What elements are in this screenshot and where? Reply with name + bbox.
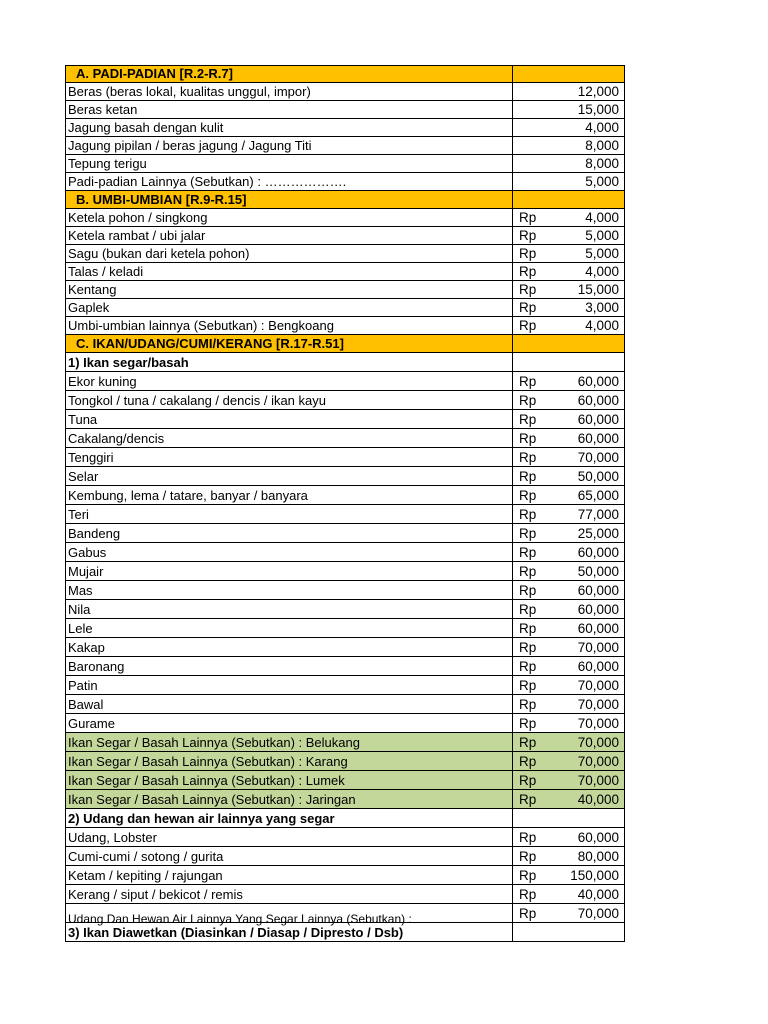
price-cell bbox=[513, 83, 625, 100]
table-row bbox=[65, 581, 625, 600]
price-value: 4,000 bbox=[585, 318, 619, 333]
item-label-cell bbox=[66, 809, 513, 827]
item-label: Tongkol / tuna / cakalang / dencis / ikan kayu bbox=[68, 393, 326, 408]
item-label-cell bbox=[66, 155, 513, 172]
item-label: Ekor kuning bbox=[68, 374, 137, 389]
price-cell bbox=[513, 191, 625, 208]
table-row bbox=[65, 448, 625, 467]
table-row bbox=[65, 904, 625, 926]
item-label: Cakalang/dencis bbox=[68, 431, 165, 446]
item-label-cell bbox=[66, 847, 513, 865]
currency-label: Rp bbox=[519, 545, 537, 560]
table-row bbox=[65, 695, 625, 714]
table-row bbox=[65, 281, 625, 299]
currency-label: Rp bbox=[519, 716, 537, 731]
item-label: Umbi-umbian lainnya (Sebutkan) : Bengkoang bbox=[68, 318, 334, 333]
price-value: 4,000 bbox=[585, 120, 619, 135]
item-label-cell bbox=[66, 173, 513, 190]
item-label: Bawal bbox=[68, 697, 104, 712]
price-value: 60,000 bbox=[577, 602, 619, 617]
item-label-cell bbox=[66, 467, 513, 485]
price-value: 60,000 bbox=[577, 621, 619, 636]
price-cell bbox=[513, 638, 625, 656]
item-label-cell bbox=[66, 885, 513, 903]
currency-label: Rp bbox=[519, 697, 537, 712]
item-label: Ketela pohon / singkong bbox=[68, 210, 208, 225]
currency-label: Rp bbox=[519, 526, 537, 541]
price-cell bbox=[513, 790, 625, 808]
price-value: 15,000 bbox=[577, 282, 619, 297]
currency-label: Rp bbox=[519, 735, 537, 750]
price-value: 150,000 bbox=[570, 868, 619, 883]
item-label-cell bbox=[66, 448, 513, 466]
subsection-header bbox=[65, 353, 625, 372]
price-cell bbox=[513, 771, 625, 789]
currency-label: Rp bbox=[519, 621, 537, 636]
item-label-cell bbox=[66, 657, 513, 675]
price-value: 70,000 bbox=[577, 450, 619, 465]
price-cell bbox=[513, 335, 625, 352]
price-value: 70,000 bbox=[577, 640, 619, 655]
price-value: 70,000 bbox=[577, 773, 619, 788]
price-cell bbox=[513, 155, 625, 172]
item-label: Teri bbox=[68, 507, 89, 522]
item-label-cell bbox=[66, 410, 513, 428]
table-row bbox=[65, 429, 625, 448]
section-header-ikan-udang-cumi-kerang-r-17-r-51 bbox=[65, 335, 625, 353]
subsection-header bbox=[65, 809, 625, 828]
item-label: Nila bbox=[68, 602, 91, 617]
currency-label: Rp bbox=[519, 507, 537, 522]
item-label-cell bbox=[66, 714, 513, 732]
price-value: 60,000 bbox=[577, 583, 619, 598]
item-label: Lele bbox=[68, 621, 93, 636]
item-label: Padi-padian Lainnya (Sebutkan) : ………………. bbox=[68, 174, 347, 189]
price-cell bbox=[513, 299, 625, 316]
price-value: 70,000 bbox=[577, 735, 619, 750]
price-cell bbox=[513, 543, 625, 561]
price-value: 5,000 bbox=[585, 174, 619, 189]
price-cell bbox=[513, 281, 625, 298]
price-cell bbox=[513, 524, 625, 542]
item-label: Ikan Segar / Basah Lainnya (Sebutkan) : Jaringan bbox=[68, 792, 356, 807]
item-label: Ketam / kepiting / rajungan bbox=[68, 868, 223, 883]
price-value: 60,000 bbox=[577, 374, 619, 389]
item-label-cell bbox=[66, 562, 513, 580]
price-value: 65,000 bbox=[577, 488, 619, 503]
table-row bbox=[65, 638, 625, 657]
currency-label: Rp bbox=[519, 602, 537, 617]
item-label: Gurame bbox=[68, 716, 115, 731]
item-label-cell bbox=[66, 227, 513, 244]
section-title: B. UMBI-UMBIAN [R.9-R.15] bbox=[76, 192, 247, 207]
price-cell bbox=[513, 119, 625, 136]
item-label-cell bbox=[66, 372, 513, 390]
item-label-cell bbox=[66, 695, 513, 713]
price-cell bbox=[513, 227, 625, 244]
table-row bbox=[65, 391, 625, 410]
currency-label: Rp bbox=[519, 564, 537, 579]
price-cell bbox=[513, 101, 625, 118]
item-label-cell bbox=[66, 619, 513, 637]
price-value: 80,000 bbox=[577, 849, 619, 864]
price-cell bbox=[513, 486, 625, 504]
item-label-cell bbox=[66, 600, 513, 618]
item-label: Tepung terigu bbox=[68, 156, 147, 171]
price-cell bbox=[513, 619, 625, 637]
table-row bbox=[65, 828, 625, 847]
item-label-cell bbox=[66, 771, 513, 789]
item-label-cell bbox=[66, 790, 513, 808]
item-label: Ketela rambat / ubi jalar bbox=[68, 228, 206, 243]
price-value: 12,000 bbox=[577, 84, 619, 99]
currency-label: Rp bbox=[519, 849, 537, 864]
table-row bbox=[65, 83, 625, 101]
item-label-cell bbox=[66, 299, 513, 316]
price-cell bbox=[513, 809, 625, 827]
item-label: Mas bbox=[68, 583, 93, 598]
table-row bbox=[65, 299, 625, 317]
item-label: Mujair bbox=[68, 564, 104, 579]
table-row bbox=[65, 505, 625, 524]
item-label-cell bbox=[66, 245, 513, 262]
price-value: 60,000 bbox=[577, 545, 619, 560]
table-row bbox=[65, 245, 625, 263]
price-cell bbox=[513, 353, 625, 371]
item-label-cell bbox=[66, 281, 513, 298]
table-row bbox=[65, 486, 625, 505]
currency-label: Rp bbox=[519, 450, 537, 465]
price-value: 15,000 bbox=[577, 102, 619, 117]
item-label: Sagu (bukan dari ketela pohon) bbox=[68, 246, 250, 261]
currency-label: Rp bbox=[519, 830, 537, 845]
price-cell bbox=[513, 581, 625, 599]
table-row bbox=[65, 771, 625, 790]
table-row bbox=[65, 733, 625, 752]
currency-label: Rp bbox=[519, 887, 537, 902]
currency-label: Rp bbox=[519, 393, 537, 408]
price-value: 8,000 bbox=[585, 156, 619, 171]
item-label: Kembung, lema / tatare, banyar / banyara bbox=[68, 488, 308, 503]
price-cell bbox=[513, 391, 625, 409]
table-row bbox=[65, 562, 625, 581]
currency-label: Rp bbox=[519, 678, 537, 693]
table-row bbox=[65, 866, 625, 885]
currency-label: Rp bbox=[519, 659, 537, 674]
item-label: Kerang / siput / bekicot / remis bbox=[68, 887, 243, 902]
price-value: 60,000 bbox=[577, 431, 619, 446]
price-value: 25,000 bbox=[577, 526, 619, 541]
table-row bbox=[65, 155, 625, 173]
section-title: A. PADI-PADIAN [R.2-R.7] bbox=[76, 66, 233, 81]
currency-label: Rp bbox=[519, 412, 537, 427]
price-cell bbox=[513, 448, 625, 466]
price-value: 4,000 bbox=[585, 210, 619, 225]
table-row bbox=[65, 885, 625, 904]
item-label-cell bbox=[66, 524, 513, 542]
table-row bbox=[65, 467, 625, 486]
item-label-cell bbox=[66, 191, 513, 208]
price-cell bbox=[513, 885, 625, 903]
currency-label: Rp bbox=[519, 754, 537, 769]
price-cell bbox=[513, 866, 625, 884]
price-cell bbox=[513, 657, 625, 675]
price-value: 5,000 bbox=[585, 246, 619, 261]
item-label: Talas / keladi bbox=[68, 264, 144, 279]
item-label-cell bbox=[66, 119, 513, 136]
item-label-cell bbox=[66, 866, 513, 884]
price-cell bbox=[513, 137, 625, 154]
item-label-cell bbox=[66, 828, 513, 846]
price-cell bbox=[513, 317, 625, 334]
section-header-padi-padian-r-2-r-7 bbox=[65, 65, 625, 83]
price-cell bbox=[513, 209, 625, 226]
table-row bbox=[65, 619, 625, 638]
table-row bbox=[65, 173, 625, 191]
item-label: Selar bbox=[68, 469, 99, 484]
price-cell bbox=[513, 429, 625, 447]
table-row bbox=[65, 410, 625, 429]
price-cell bbox=[513, 847, 625, 865]
price-cell bbox=[513, 828, 625, 846]
price-table bbox=[65, 65, 625, 942]
subsection-title: 1) Ikan segar/basah bbox=[68, 355, 189, 370]
table-row bbox=[65, 714, 625, 733]
item-label-cell bbox=[66, 429, 513, 447]
currency-label: Rp bbox=[519, 640, 537, 655]
currency-label: Rp bbox=[519, 792, 537, 807]
price-cell bbox=[513, 263, 625, 280]
section-title: C. IKAN/UDANG/CUMI/KERANG [R.17-R.51] bbox=[76, 336, 344, 351]
item-label: Kentang bbox=[68, 282, 117, 297]
currency-label: Rp bbox=[519, 282, 537, 297]
item-label: Beras (beras lokal, kualitas unggul, impor) bbox=[68, 84, 311, 99]
item-label: Patin bbox=[68, 678, 98, 693]
price-value: 70,000 bbox=[577, 678, 619, 693]
currency-label: Rp bbox=[519, 246, 537, 261]
currency-label: Rp bbox=[519, 583, 537, 598]
item-label-cell bbox=[66, 676, 513, 694]
price-cell bbox=[513, 505, 625, 523]
item-label: Ikan Segar / Basah Lainnya (Sebutkan) : Lumek bbox=[68, 773, 345, 788]
currency-label: Rp bbox=[519, 469, 537, 484]
price-cell bbox=[513, 733, 625, 751]
item-label-cell bbox=[66, 752, 513, 770]
price-cell bbox=[513, 904, 625, 922]
price-value: 60,000 bbox=[577, 393, 619, 408]
price-value: 60,000 bbox=[577, 412, 619, 427]
item-label-cell bbox=[66, 505, 513, 523]
table-row bbox=[65, 101, 625, 119]
item-label-cell bbox=[66, 263, 513, 280]
price-cell bbox=[513, 752, 625, 770]
item-label-cell bbox=[66, 638, 513, 656]
subsection-title: 3) Ikan Diawetkan (Diasinkan / Diasap / Dipresto / Dsb) bbox=[68, 925, 404, 940]
currency-label: Rp bbox=[519, 228, 537, 243]
table-row bbox=[65, 657, 625, 676]
currency-label: Rp bbox=[519, 773, 537, 788]
item-label: Beras ketan bbox=[68, 102, 138, 117]
price-value: 50,000 bbox=[577, 469, 619, 484]
item-label: Jagung basah dengan kulit bbox=[68, 120, 224, 135]
item-label-cell bbox=[66, 137, 513, 154]
item-label: Udang Dan Hewan Air Lainnya Yang Segar Lainnya (Sebutkan) : bbox=[68, 912, 412, 926]
item-label-cell bbox=[66, 83, 513, 100]
subsection-title: 2) Udang dan hewan air lainnya yang segar bbox=[68, 811, 335, 826]
item-label: Tuna bbox=[68, 412, 98, 427]
price-cell bbox=[513, 66, 625, 82]
table-row bbox=[65, 119, 625, 137]
price-cell bbox=[513, 562, 625, 580]
table-row bbox=[65, 676, 625, 695]
item-label-cell bbox=[66, 66, 513, 82]
currency-label: Rp bbox=[519, 264, 537, 279]
table-row bbox=[65, 752, 625, 771]
price-cell bbox=[513, 600, 625, 618]
item-label-cell bbox=[66, 733, 513, 751]
table-row bbox=[65, 790, 625, 809]
currency-label: Rp bbox=[519, 906, 537, 921]
price-cell bbox=[513, 245, 625, 262]
price-value: 70,000 bbox=[577, 754, 619, 769]
price-value: 8,000 bbox=[585, 138, 619, 153]
table-row bbox=[65, 372, 625, 391]
price-value: 60,000 bbox=[577, 830, 619, 845]
item-label: Bandeng bbox=[68, 526, 121, 541]
table-row bbox=[65, 317, 625, 335]
table-row bbox=[65, 600, 625, 619]
price-cell bbox=[513, 676, 625, 694]
price-value: 4,000 bbox=[585, 264, 619, 279]
item-label: Kakap bbox=[68, 640, 105, 655]
table-row bbox=[65, 524, 625, 543]
currency-label: Rp bbox=[519, 868, 537, 883]
item-label-cell bbox=[66, 317, 513, 334]
table-row bbox=[65, 543, 625, 562]
item-label-cell bbox=[66, 904, 513, 926]
item-label: Tenggiri bbox=[68, 450, 114, 465]
item-label: Udang, Lobster bbox=[68, 830, 157, 845]
currency-label: Rp bbox=[519, 300, 537, 315]
price-value: 70,000 bbox=[577, 716, 619, 731]
price-cell bbox=[513, 173, 625, 190]
item-label: Jagung pipilan / beras jagung / Jagung Titi bbox=[68, 138, 312, 153]
item-label-cell bbox=[66, 209, 513, 226]
price-cell bbox=[513, 695, 625, 713]
item-label-cell bbox=[66, 486, 513, 504]
item-label-cell bbox=[66, 581, 513, 599]
price-value: 70,000 bbox=[577, 697, 619, 712]
table-row bbox=[65, 847, 625, 866]
item-label-cell bbox=[66, 335, 513, 352]
item-label: Ikan Segar / Basah Lainnya (Sebutkan) : Belukang bbox=[68, 735, 360, 750]
item-label-cell bbox=[66, 543, 513, 561]
currency-label: Rp bbox=[519, 431, 537, 446]
currency-label: Rp bbox=[519, 318, 537, 333]
item-label: Baronang bbox=[68, 659, 125, 674]
item-label-cell bbox=[66, 391, 513, 409]
table-row bbox=[65, 263, 625, 281]
price-cell bbox=[513, 467, 625, 485]
table-row bbox=[65, 227, 625, 245]
price-value: 40,000 bbox=[577, 792, 619, 807]
item-label-cell bbox=[66, 353, 513, 371]
price-cell bbox=[513, 410, 625, 428]
price-value: 3,000 bbox=[585, 300, 619, 315]
item-label: Cumi-cumi / sotong / gurita bbox=[68, 849, 224, 864]
currency-label: Rp bbox=[519, 210, 537, 225]
item-label-cell bbox=[66, 101, 513, 118]
section-header-umbi-umbian-r-9-r-15 bbox=[65, 191, 625, 209]
table-row bbox=[65, 209, 625, 227]
item-label: Ikan Segar / Basah Lainnya (Sebutkan) : Karang bbox=[68, 754, 348, 769]
currency-label: Rp bbox=[519, 488, 537, 503]
item-label: Gaplek bbox=[68, 300, 110, 315]
price-value: 77,000 bbox=[577, 507, 619, 522]
price-cell bbox=[513, 714, 625, 732]
price-cell bbox=[513, 372, 625, 390]
currency-label: Rp bbox=[519, 374, 537, 389]
price-value: 60,000 bbox=[577, 659, 619, 674]
price-value: 70,000 bbox=[577, 906, 619, 921]
price-value: 40,000 bbox=[577, 887, 619, 902]
price-cell bbox=[513, 923, 625, 941]
item-label: Gabus bbox=[68, 545, 107, 560]
price-value: 5,000 bbox=[585, 228, 619, 243]
price-value: 50,000 bbox=[577, 564, 619, 579]
table-row bbox=[65, 137, 625, 155]
